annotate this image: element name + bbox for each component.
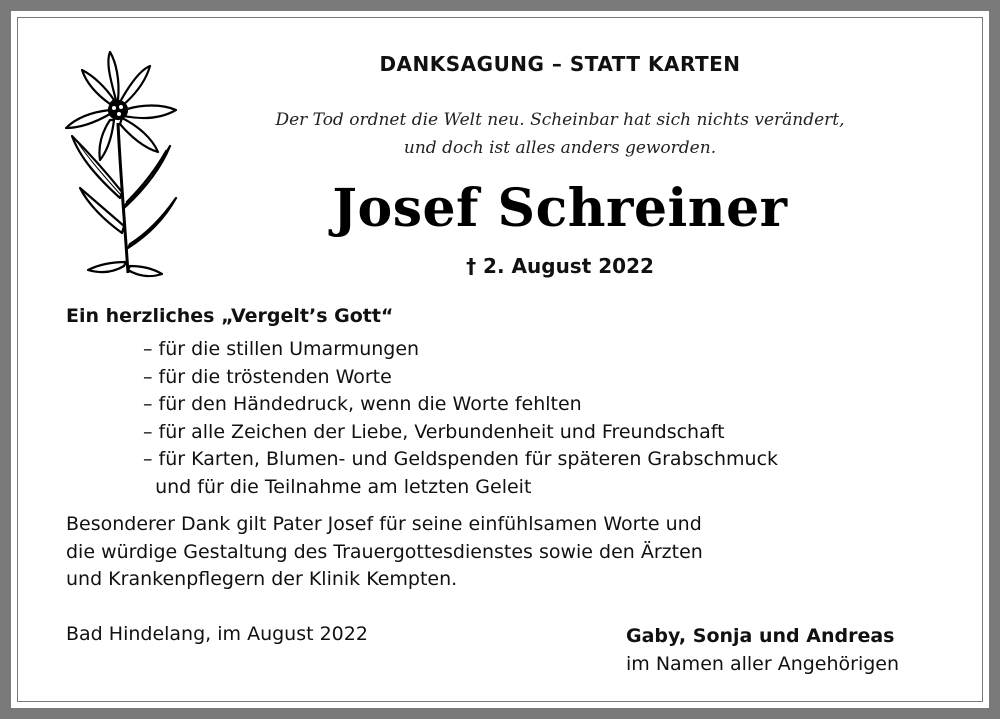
list-item: und für die Teilnahme am letzten Geleit xyxy=(143,475,532,498)
list-item: – für die stillen Umarmungen xyxy=(143,338,420,360)
special-thanks-line: die würdige Gestaltung des Trauergottesdienstes sowie den Ärzten xyxy=(66,540,703,563)
special-thanks-line: und Krankenpflegern der Klinik Kempten. xyxy=(66,568,458,590)
list-item: – für den Händedruck, wenn die Worte fehlten xyxy=(143,393,582,415)
motto-line: Der Tod ordnet die Welt neu. Scheinbar hat sich nichts verändert, xyxy=(275,110,845,130)
list-item: – für alle Zeichen der Liebe, Verbundenheit und Freundschaft xyxy=(143,420,725,443)
thanks-heading: Ein herzliches „Vergelt’s Gott“ xyxy=(66,305,394,327)
place-date: Bad Hindelang, im August 2022 xyxy=(66,623,368,645)
signer-names: Gaby, Sonja und Andreas xyxy=(626,625,895,647)
thanks-list xyxy=(143,336,778,501)
special-thanks-line: Besonderer Dank gilt Pater Josef für seine einfühlsamen Worte und xyxy=(66,513,702,535)
deceased-name: Josef Schreiner xyxy=(332,178,788,239)
list-item: – für Karten, Blumen- und Geldspenden für späteren Grabschmuck xyxy=(143,448,779,470)
death-date: † 2. August 2022 xyxy=(466,254,654,278)
notice-heading: DANKSAGUNG – STATT KARTEN xyxy=(379,52,741,76)
list-item: – für die tröstenden Worte xyxy=(143,365,392,388)
motto-line: und doch ist alles anders geworden. xyxy=(403,138,717,158)
edelweiss-icon xyxy=(58,48,188,283)
motto-quote xyxy=(240,106,880,162)
special-thanks xyxy=(66,511,826,594)
signer-note: im Namen aller Angehörigen xyxy=(626,652,900,675)
signers xyxy=(626,623,899,678)
